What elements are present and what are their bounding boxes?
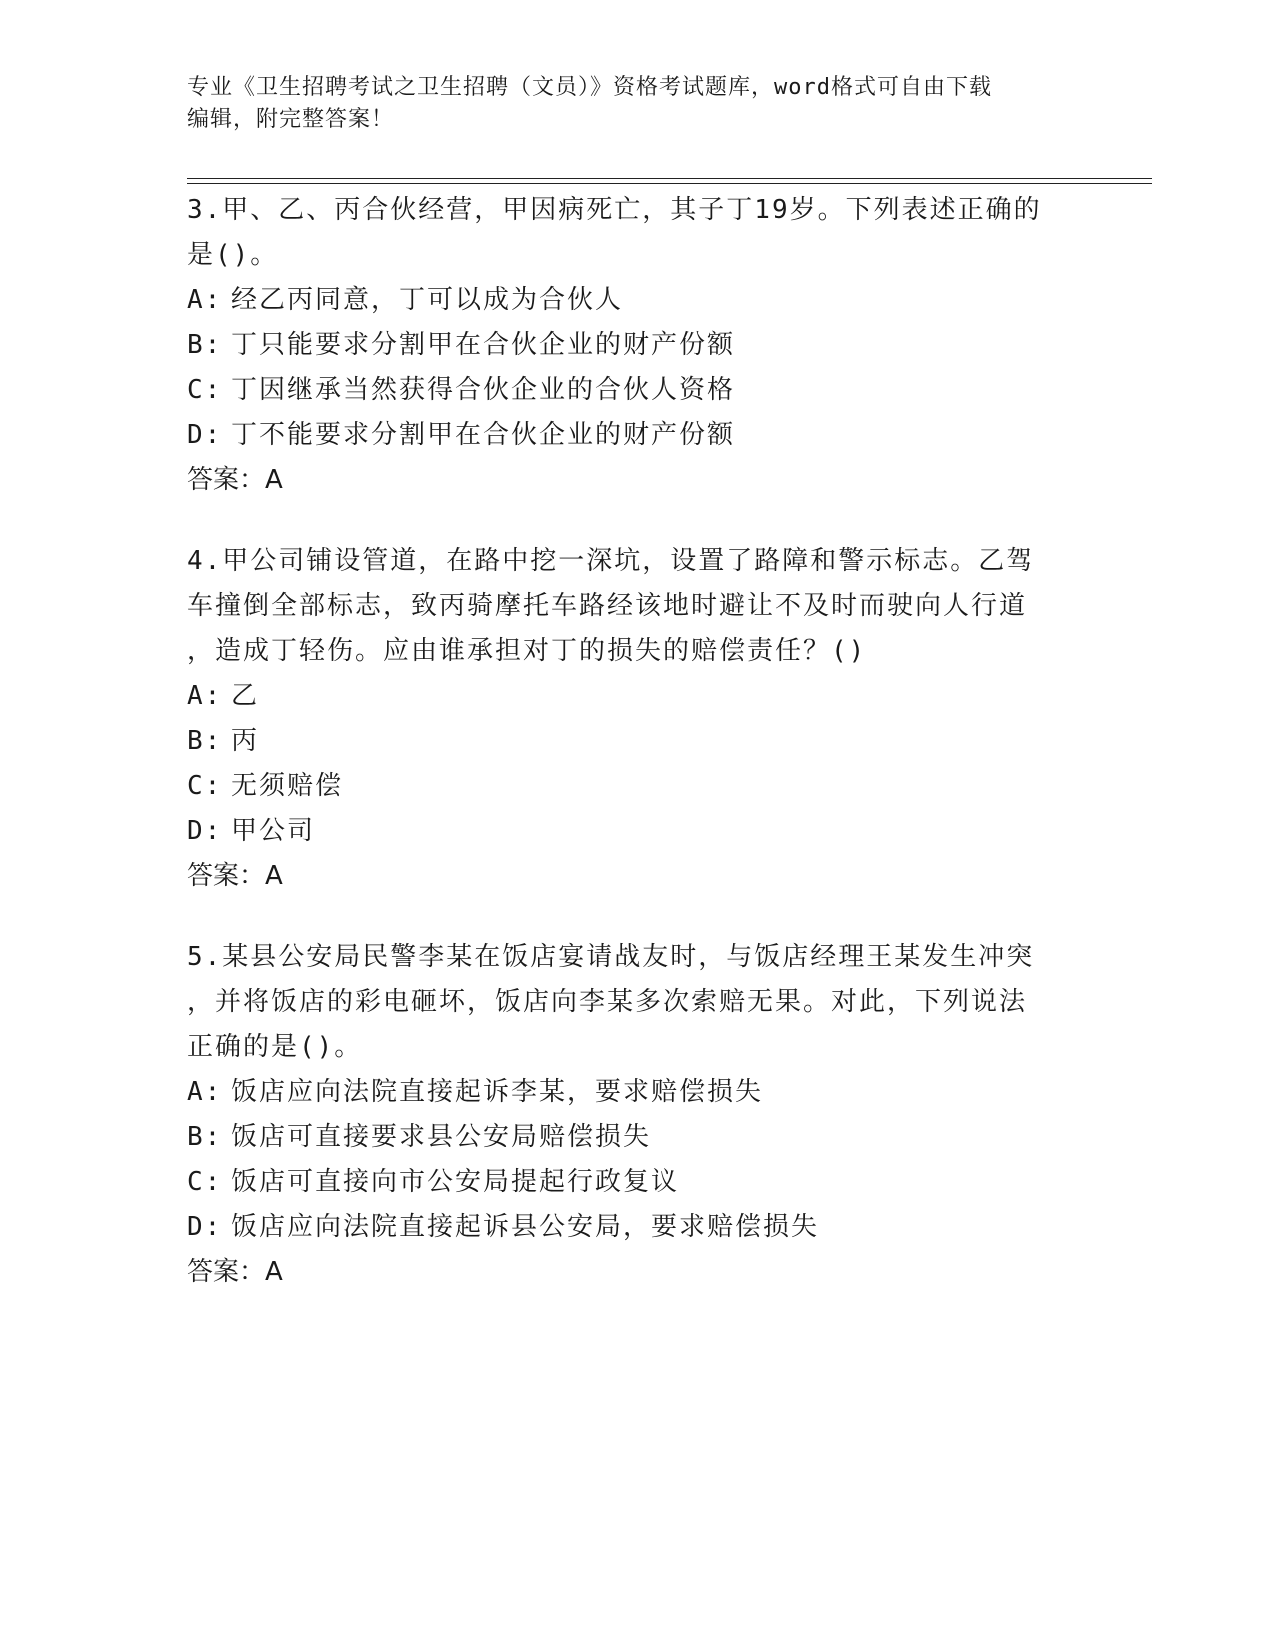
option-letter: D:	[187, 1212, 223, 1242]
option-c	[187, 764, 1087, 809]
option-letter: A:	[187, 681, 223, 711]
option-text: 丙	[231, 726, 260, 756]
option-letter: D:	[187, 420, 223, 450]
question-text-line: 是()。	[187, 240, 279, 270]
header-divider-top	[187, 178, 1152, 179]
question-5	[187, 935, 1087, 1295]
option-letter: C:	[187, 375, 223, 405]
option-text: 无须赔偿	[231, 771, 344, 801]
document-header	[187, 72, 1067, 136]
answer-line: 答案：A	[187, 465, 283, 495]
option-letter: C:	[187, 1167, 223, 1197]
option-letter: B:	[187, 726, 223, 756]
question-text-line: ，造成丁轻伤。应由谁承担对丁的损失的赔偿责任？()	[187, 636, 867, 666]
option-a	[187, 674, 1087, 719]
question-text-line: 车撞倒全部标志，致丙骑摩托车路经该地时避让不及时而驶向人行道	[187, 591, 1028, 621]
question-text-line: 5.某县公安局民警李某在饭店宴请战友时，与饭店经理王某发生冲突	[187, 942, 1035, 972]
option-text: 丁因继承当然获得合伙企业的合伙人资格	[231, 375, 736, 405]
answer-line: 答案：A	[187, 1257, 283, 1287]
option-text: 丁只能要求分割甲在合伙企业的财产份额	[231, 330, 736, 360]
option-c	[187, 1160, 1087, 1205]
option-b	[187, 719, 1087, 764]
option-text: 饭店可直接要求县公安局赔偿损失	[231, 1122, 652, 1152]
option-c	[187, 368, 1087, 413]
header-line-1: 专业《卫生招聘考试之卫生招聘（文员）》资格考试题库，word格式可自由下载	[187, 75, 992, 100]
question-text-line: ，并将饭店的彩电砸坏，饭店向李某多次索赔无果。对此，下列说法	[187, 987, 1028, 1017]
option-text: 饭店可直接向市公安局提起行政复议	[231, 1167, 680, 1197]
answer-line: 答案：A	[187, 861, 283, 891]
option-letter: C:	[187, 771, 223, 801]
option-text: 饭店应向法院直接起诉县公安局，要求赔偿损失	[231, 1212, 820, 1242]
option-b	[187, 1115, 1087, 1160]
option-a	[187, 1070, 1087, 1115]
option-b	[187, 323, 1087, 368]
option-text: 乙	[231, 681, 260, 711]
question-text-line: 正确的是()。	[187, 1032, 363, 1062]
option-d	[187, 413, 1087, 458]
question-text-line: 4.甲公司铺设管道，在路中挖一深坑，设置了路障和警示标志。乙驾	[187, 546, 1035, 576]
option-text: 饭店应向法院直接起诉李某，要求赔偿损失	[231, 1077, 764, 1107]
header-line-2: 编辑，附完整答案！	[187, 107, 395, 132]
option-a	[187, 278, 1087, 323]
question-4	[187, 539, 1087, 899]
option-text: 甲公司	[231, 816, 316, 846]
option-letter: B:	[187, 330, 223, 360]
option-d	[187, 1205, 1087, 1250]
option-letter: B:	[187, 1122, 223, 1152]
option-d	[187, 809, 1087, 854]
question-list	[187, 188, 1087, 1331]
header-divider-bottom	[187, 183, 1152, 184]
option-letter: A:	[187, 285, 223, 315]
question-3	[187, 188, 1087, 503]
option-letter: D:	[187, 816, 223, 846]
question-text-line: 3.甲、乙、丙合伙经营，甲因病死亡，其子丁19岁。下列表述正确的	[187, 195, 1042, 225]
option-letter: A:	[187, 1077, 223, 1107]
option-text: 丁不能要求分割甲在合伙企业的财产份额	[231, 420, 736, 450]
option-text: 经乙丙同意，丁可以成为合伙人	[231, 285, 624, 315]
